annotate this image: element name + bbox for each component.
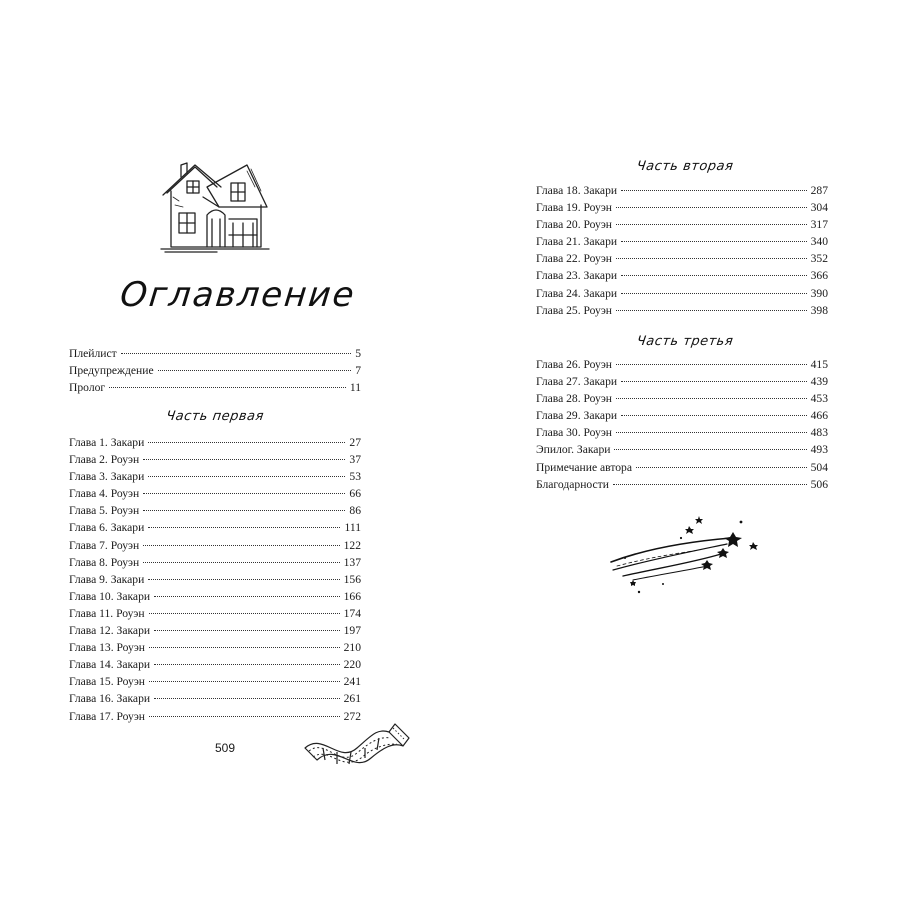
toc-entry-page: 439 <box>810 375 828 389</box>
toc-entry[interactable] <box>69 656 361 673</box>
toc-entry-label: Глава 23. Закари <box>536 269 618 283</box>
toc-entry-page: 166 <box>343 589 361 603</box>
toc-entry[interactable] <box>69 468 361 485</box>
toc-entry-page: 7 <box>355 364 361 378</box>
toc-entry[interactable] <box>69 537 361 554</box>
toc-entry-page: 220 <box>343 658 361 672</box>
toc-entry-page: 504 <box>810 460 828 474</box>
part-one-heading: Часть первая <box>165 409 265 424</box>
toc-entry-label: Глава 1. Закари <box>69 436 145 449</box>
toc-entry-page: 197 <box>343 624 361 638</box>
toc-entry-page: 366 <box>810 269 828 283</box>
toc-entry-page: 53 <box>349 470 361 484</box>
toc-entry[interactable] <box>69 673 361 690</box>
toc-entry-label: Глава 27. Закари <box>536 375 618 389</box>
dot-leader <box>616 431 807 433</box>
toc-entry-page: 86 <box>349 504 361 518</box>
toc-entry[interactable] <box>69 588 361 605</box>
toc-entry-label: Глава 15. Роуэн <box>69 675 146 689</box>
dot-leader <box>616 397 807 399</box>
dot-leader <box>143 561 339 563</box>
toc-entry[interactable] <box>536 407 828 424</box>
toc-entry-page: 390 <box>810 286 828 300</box>
toc-entry-label: Пролог <box>69 381 106 395</box>
dot-leader <box>621 274 807 276</box>
toc-entry[interactable] <box>536 390 828 407</box>
dot-leader <box>148 475 345 477</box>
part-two-list <box>536 182 828 319</box>
front-matter-list <box>69 345 361 396</box>
dot-leader <box>613 483 807 485</box>
toc-entry[interactable] <box>536 476 828 493</box>
toc-entry-page: 466 <box>810 409 828 423</box>
toc-entry[interactable] <box>69 345 361 362</box>
toc-entry-page: 398 <box>810 303 828 317</box>
toc-entry-page: 317 <box>810 218 828 232</box>
toc-entry-page: 506 <box>810 477 828 491</box>
right-page <box>450 0 900 900</box>
toc-entry[interactable] <box>536 373 828 390</box>
part-three-heading: Часть третья <box>635 334 735 349</box>
toc-entry-page: 340 <box>810 235 828 249</box>
toc-entry-page: 304 <box>810 201 828 215</box>
toc-entry-page: 261 <box>343 692 361 706</box>
dot-leader <box>616 223 807 225</box>
toc-entry-page: 174 <box>343 606 361 620</box>
part-three-list <box>536 356 828 493</box>
toc-entry-label: Глава 10. Закари <box>69 589 151 603</box>
toc-entry-label: Глава 26. Роуэн <box>536 358 613 371</box>
toc-entry-page: 453 <box>810 392 828 406</box>
dot-leader <box>148 578 339 580</box>
dot-leader <box>154 629 340 631</box>
toc-entry-label: Глава 16. Закари <box>69 692 151 706</box>
toc-entry-label: Глава 25. Роуэн <box>536 303 613 317</box>
toc-entry[interactable] <box>69 571 361 588</box>
toc-entry-page: 272 <box>343 709 361 723</box>
toc-entry-label: Глава 5. Роуэн <box>69 504 140 518</box>
toc-entry[interactable] <box>69 451 361 468</box>
toc-entry[interactable] <box>69 485 361 502</box>
toc-entry[interactable] <box>536 424 828 441</box>
toc-entry[interactable] <box>69 639 361 656</box>
toc-entry-page: 137 <box>343 555 361 569</box>
toc-entry-page: 122 <box>343 538 361 552</box>
dot-leader <box>621 240 807 242</box>
toc-entry-page: 66 <box>349 487 361 501</box>
dot-leader <box>143 509 345 511</box>
dot-leader <box>148 441 345 443</box>
toc-entry[interactable] <box>69 605 361 622</box>
toc-entry[interactable] <box>69 690 361 707</box>
toc-entry-page: 210 <box>343 641 361 655</box>
dot-leader <box>109 386 346 388</box>
toc-entry[interactable] <box>536 199 828 216</box>
toc-entry-label: Эпилог. Закари <box>536 443 611 457</box>
toc-entry[interactable] <box>536 182 828 199</box>
dot-leader <box>616 363 807 365</box>
toc-entry[interactable] <box>536 233 828 250</box>
dot-leader <box>149 715 340 717</box>
toc-entry-label: Глава 18. Закари <box>536 184 618 197</box>
toc-entry[interactable] <box>536 356 828 373</box>
dot-leader <box>621 414 807 416</box>
toc-entry-label: Примечание автора <box>536 460 632 474</box>
dot-leader <box>149 646 340 648</box>
toc-entry-label: Глава 6. Закари <box>69 521 145 535</box>
dot-leader <box>154 663 340 665</box>
dot-leader <box>149 680 340 682</box>
toc-entry-label: Глава 7. Роуэн <box>69 538 140 552</box>
toc-entry[interactable] <box>69 502 361 519</box>
part-two-heading: Часть вторая <box>635 159 735 174</box>
dot-leader <box>614 448 806 450</box>
toc-entry-label: Глава 30. Роуэн <box>536 426 613 440</box>
toc-entry-label: Плейлист <box>69 347 117 360</box>
toc-entry-page: 287 <box>810 184 828 197</box>
toc-entry-page: 156 <box>343 572 361 586</box>
toc-entry[interactable] <box>536 216 828 233</box>
dot-leader <box>149 612 340 614</box>
toc-entry-label: Глава 13. Роуэн <box>69 641 146 655</box>
toc-entry-label: Глава 20. Роуэн <box>536 218 613 232</box>
dot-leader <box>621 380 807 382</box>
toc-entry[interactable] <box>536 285 828 302</box>
toc-entry-label: Предупреждение <box>69 364 154 378</box>
toc-entry[interactable] <box>69 519 361 536</box>
toc-entry-label: Благодарности <box>536 477 609 491</box>
dot-leader <box>143 492 345 494</box>
toc-entry[interactable] <box>69 622 361 639</box>
toc-entry[interactable] <box>69 434 361 451</box>
dot-leader <box>616 257 807 259</box>
toc-title: Оглавление <box>118 275 358 315</box>
toc-entry[interactable] <box>536 441 828 458</box>
dot-leader <box>158 369 352 371</box>
toc-entry[interactable] <box>69 362 361 379</box>
toc-entry-label: Глава 28. Роуэн <box>536 392 613 406</box>
toc-entry-label: Глава 17. Роуэн <box>69 709 146 723</box>
dot-leader <box>121 352 351 354</box>
toc-entry-page: 37 <box>349 453 361 467</box>
toc-entry-label: Глава 9. Закари <box>69 572 145 586</box>
toc-entry-page: 5 <box>355 347 361 360</box>
toc-entry-label: Глава 8. Роуэн <box>69 555 140 569</box>
dot-leader <box>636 466 807 468</box>
toc-entry-label: Глава 3. Закари <box>69 470 145 484</box>
toc-entry-label: Глава 22. Роуэн <box>536 252 613 266</box>
toc-entry[interactable] <box>536 250 828 267</box>
toc-entry[interactable] <box>69 379 361 396</box>
dot-leader <box>621 189 807 191</box>
toc-entry-label: Глава 19. Роуэн <box>536 201 613 215</box>
toc-entry-label: Глава 21. Закари <box>536 235 618 249</box>
toc-entry-page: 27 <box>349 436 361 449</box>
part-one-list <box>69 434 361 725</box>
toc-entry[interactable] <box>536 302 828 319</box>
toc-entry-label: Глава 2. Роуэн <box>69 453 140 467</box>
toc-entry[interactable] <box>69 554 361 571</box>
toc-entry[interactable] <box>536 267 828 284</box>
toc-entry-label: Глава 11. Роуэн <box>69 606 145 620</box>
page-number: 509 <box>214 741 236 755</box>
dot-leader <box>616 309 807 311</box>
dot-leader <box>143 458 345 460</box>
toc-entry[interactable] <box>536 459 828 476</box>
toc-entry-page: 11 <box>349 381 361 395</box>
shooting-stars-icon <box>603 514 763 596</box>
toc-entry-page: 241 <box>343 675 361 689</box>
toc-entry-label: Глава 14. Закари <box>69 658 151 672</box>
toc-entry-page: 483 <box>810 426 828 440</box>
dot-leader <box>154 697 340 699</box>
dot-leader <box>154 595 340 597</box>
house-sketch-icon <box>157 157 273 255</box>
toc-entry-page: 415 <box>810 358 828 371</box>
dot-leader <box>621 292 807 294</box>
toc-entry-label: Глава 24. Закари <box>536 286 618 300</box>
toc-entry-label: Глава 4. Роуэн <box>69 487 140 501</box>
dot-leader <box>148 526 340 528</box>
toc-entry-page: 111 <box>344 521 361 535</box>
dot-leader <box>143 544 339 546</box>
toc-entry-label: Глава 12. Закари <box>69 624 151 638</box>
toc-entry-page: 352 <box>810 252 828 266</box>
film-strip-icon <box>303 718 411 768</box>
toc-entry-page: 493 <box>810 443 828 457</box>
dot-leader <box>616 206 807 208</box>
toc-entry-label: Глава 29. Закари <box>536 409 618 423</box>
